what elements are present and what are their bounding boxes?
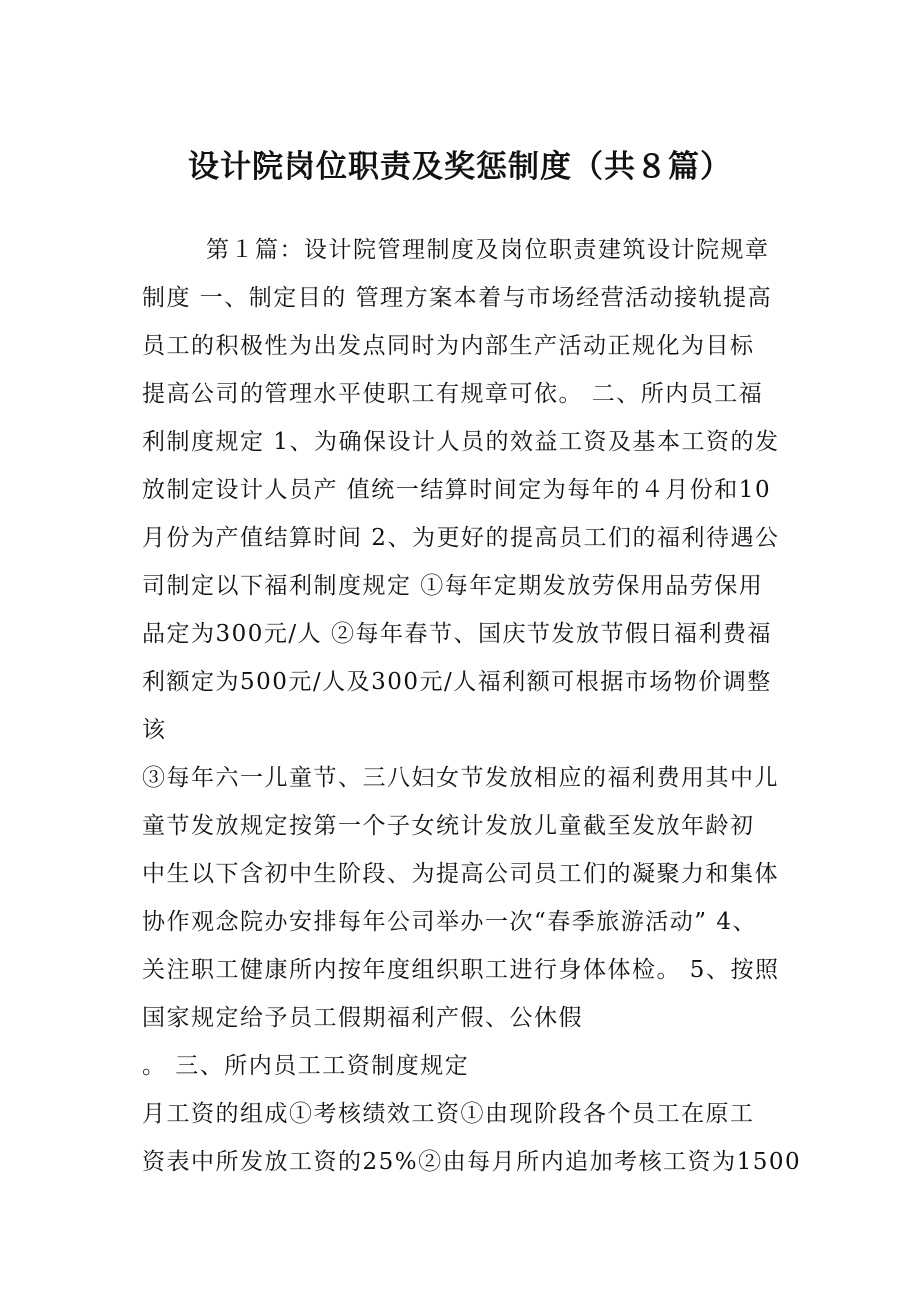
document-body xyxy=(142,226,802,1186)
body-line: 童节发放规定按第一个子女统计发放儿童截至发放年龄初 xyxy=(142,813,755,839)
body-line: 员工的积极性为出发点同时为内部生产活动正规化为目标 xyxy=(142,333,755,359)
body-line: 司制定以下福利制度规定 ①每年定期发放劳保用品劳保用 xyxy=(142,573,764,599)
body-line: 月份为产值结算时间 2、为更好的提高员工们的福利待遇公 xyxy=(142,525,780,551)
body-line: 利额定为500元/人及300元/人福利额可根据市场物价调整 xyxy=(142,669,772,695)
document-title: 设计院岗位职责及奖惩制度（共８篇） xyxy=(188,149,732,185)
body-line: 提高公司的管理水平使职工有规章可依。 二、所内员工福 xyxy=(142,381,764,407)
body-line: 中生以下含初中生阶段、为提高公司员工们的凝聚力和集体 xyxy=(142,861,779,887)
body-line: 利制度规定 1、为确保设计人员的效益工资及基本工资的发 xyxy=(142,429,780,455)
body-line: 协作观念院办安排每年公司举办一次“春季旅游活动” 4、 xyxy=(142,909,757,935)
body-line: ③每年六一儿童节、三八妇女节发放相应的福利费用其中儿 xyxy=(142,765,779,791)
body-line: 该 xyxy=(142,717,167,743)
body-line: 制度 一、制定目的 管理方案本着与市场经营活动接轨提高 xyxy=(142,285,773,311)
body-line: 品定为300元/人 ②每年春节、国庆节发放节假日福利费福 xyxy=(142,621,772,647)
body-line: 。 三、所内员工工资制度规定 xyxy=(142,1053,470,1079)
body-line: 放制定设计人员产 值统一结算时间定为每年的４月份和10 xyxy=(142,477,772,503)
body-line: 关注职工健康所内按年度组织职工进行身体体检。 5、按照 xyxy=(142,957,780,983)
body-line: 国家规定给予员工假期福利产假、公休假 xyxy=(142,1005,583,1031)
body-line: 月工资的组成①考核绩效工资①由现阶段各个员工在原工 xyxy=(142,1101,755,1127)
body-line: 第１篇：设计院管理制度及岗位职责建筑设计院规章 xyxy=(206,237,770,263)
body-line: 资表中所发放工资的25%②由每月所内追加考核工资为1500 xyxy=(142,1149,802,1175)
